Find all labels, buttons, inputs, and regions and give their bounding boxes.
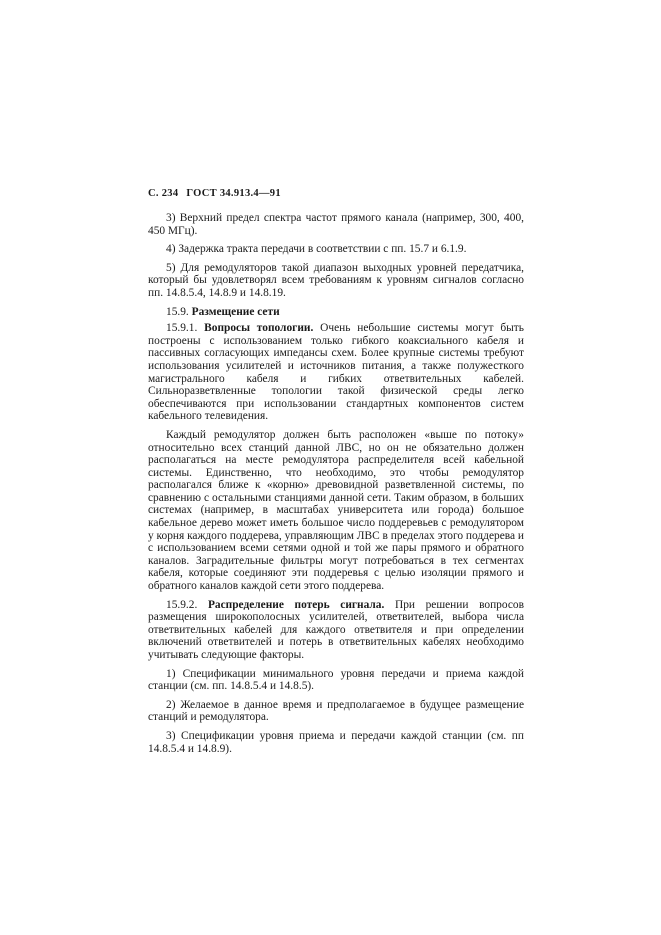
subsection-number: 15.9.2. (166, 598, 198, 611)
standard-code: ГОСТ 34.913.4—91 (186, 188, 281, 199)
subsection-title: Распределение потерь сигнала. (207, 598, 385, 611)
page-number: С. 234 (148, 188, 179, 199)
subsection-number: 15.9.1. (166, 322, 198, 335)
page-body (148, 212, 524, 761)
list-item: 1) Спецификации минимального уровня передачи и приема каждой станции (см. пп. 14.8.5.4 и 14.8.5). (148, 667, 524, 693)
paragraph-text: Очень небольшие системы могут быть построены с использованием только гибкого коаксиального кабеля и пассивных согласующих импедансы схем. Более крупные системы требуют использования усилителей и источников питания, а также полужесткого магистрального кабеля и гибких ответвительных кабелей. Сильноразветвленные топологии такой физической среды легко обеспечиваются при использовании стандартных компонентов систем кабельного телевидения. (148, 322, 524, 423)
list-item: 3) Спецификации уровня приема и передачи каждой станции (см. пп 14.8.5.4 и 14.8.9). (148, 729, 524, 755)
page-header (148, 188, 281, 199)
subsection-signal-loss (148, 599, 524, 662)
section-number: 15.9. (166, 305, 189, 318)
subsection-topology (148, 322, 524, 423)
paragraph: Каждый ремодулятор должен быть расположен «выше по потоку» относительно всех станций данной ЛВС, но он не обязательно должен располагаться на месте ремодулятора распределителя всей кабельной системы. Единственно, что необходимо, это чтобы ремодулятор располагался ближе к «корню» древовидной разветвленной системы, по сравнению с остальными станциями данной сети. Таким образом, в больших системах (например, в масштабах университета или города) большое кабельное дерево может иметь большое число поддеревьев с ремодулятором у корня каждого поддерева, управляющим ЛВС в пределах этого поддерева и с использованием всеми сетями одной и той же пары прямого и обратного каналов. Заградительные фильтры могут потребоваться в тех сегментах кабеля, которые соединяют эти поддеревья с целью изоляции прямого и обратного каналов каждой сети этого поддерева. (148, 428, 524, 593)
section-title: Размещение сети (191, 305, 280, 318)
list-item: 3) Верхний предел спектра частот прямого канала (например, 300, 400, 450 МГц). (148, 212, 524, 237)
subsection-title: Вопросы топологии. (204, 322, 314, 335)
list-item: 5) Для ремодуляторов такой диапазон выходных уровней передатчика, который бы удовлетворял всем требованиям к уровням сигналов согласно пп. 14.8.5.4, 14.8.9 и 14.8.19. (148, 261, 524, 299)
list-item: 4) Задержка тракта передачи в соответствии с пп. 15.7 и 6.1.9. (166, 243, 467, 256)
section-heading (148, 306, 524, 319)
paragraph-text: При решении вопросов размещения широкополосных усилителей, ответвителей, выбора числа ответвительных кабелей для каждого ответвителя и при определении включений ответвителей и потерь в ответвительных кабелях необходимо учитывать следующие факторы. (148, 598, 524, 661)
list-item: 2) Желаемое в данное время и предполагаемое в будущее размещение станций и ремодулятора. (148, 698, 524, 724)
